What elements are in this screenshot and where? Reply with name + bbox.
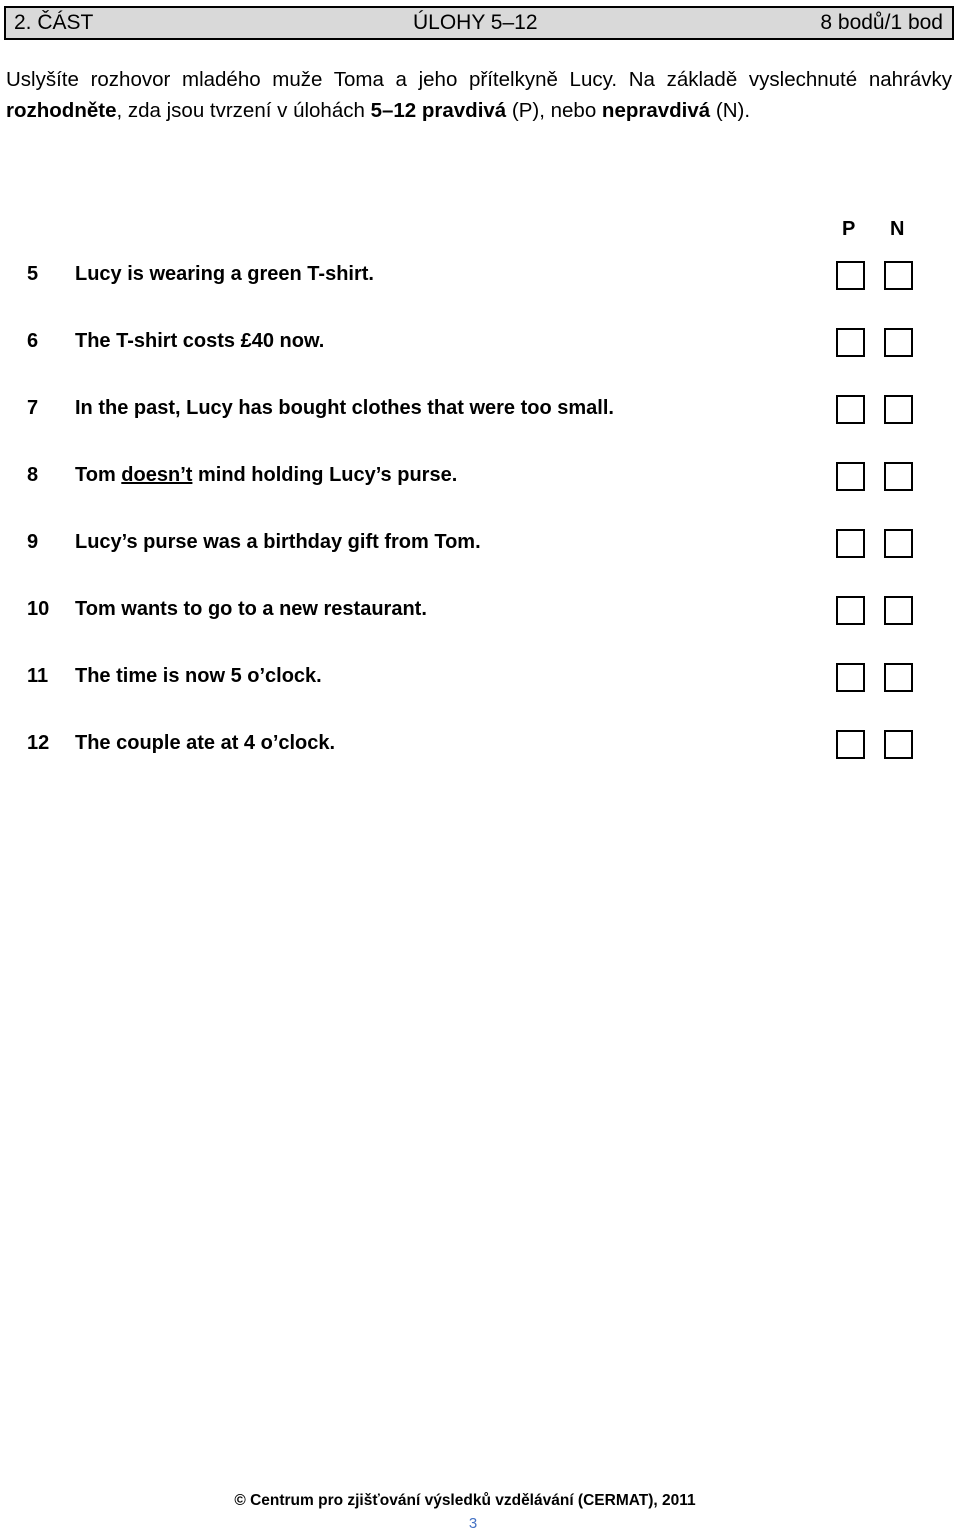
footer-copyright	[0, 1492, 960, 1510]
question-text: The T-shirt costs £40 now.	[75, 330, 325, 352]
question-text: In the past, Lucy has bought clothes that were too small.	[75, 397, 614, 419]
question-text: Lucy’s purse was a birthday gift from Tom.	[75, 531, 481, 553]
column-header-n: N	[890, 218, 905, 240]
copyright-text: © Centrum pro zjišťování výsledků vzdělávání (CERMAT), 2011	[234, 1492, 696, 1509]
answer-checkbox-p[interactable]	[836, 663, 865, 692]
question-row-6	[0, 328, 960, 364]
answer-checkbox-n[interactable]	[884, 663, 913, 692]
question-text-underlined: doesn’t	[121, 464, 193, 486]
question-row-12	[0, 730, 960, 766]
answer-checkbox-n[interactable]	[884, 730, 913, 759]
question-number: 5	[27, 263, 39, 285]
section-header	[4, 6, 954, 40]
instructions-text: (P), nebo	[506, 99, 602, 122]
question-text: Tom wants to go to a new restaurant.	[75, 598, 427, 620]
question-number: 6	[27, 330, 39, 352]
points-label: 8 bodů/1 bod	[820, 11, 943, 34]
question-number: 9	[27, 531, 39, 553]
answer-checkbox-p[interactable]	[836, 730, 865, 759]
tasks-label: ÚLOHY 5–12	[413, 11, 538, 34]
instructions-bold-false: nepravdivá	[601, 99, 711, 122]
question-text: Lucy is wearing a green T-shirt.	[75, 263, 374, 285]
question-row-10	[0, 596, 960, 632]
answer-checkbox-p[interactable]	[836, 328, 865, 357]
question-text: The couple ate at 4 o’clock.	[75, 732, 336, 754]
answer-checkbox-p[interactable]	[836, 529, 865, 558]
question-number: 11	[27, 665, 49, 687]
part-label: 2. ČÁST	[14, 11, 94, 34]
instructions-text: Uslyšíte rozhovor mladého muže Toma a jeho přítelkyně Lucy. Na základě vyslechnuté nahrávky	[6, 68, 952, 91]
page-number-text: 3	[468, 1515, 478, 1532]
answer-checkbox-p[interactable]	[836, 261, 865, 290]
answer-checkbox-p[interactable]	[836, 462, 865, 491]
instructions-text: (N).	[710, 99, 751, 122]
question-number: 8	[27, 464, 39, 486]
question-number: 12	[27, 732, 50, 754]
answer-checkbox-n[interactable]	[884, 395, 913, 424]
question-text-part: Tom	[75, 464, 122, 486]
question-row-8	[0, 462, 960, 498]
instructions-bold-decide: rozhodněte	[6, 99, 117, 122]
question-text: The time is now 5 o’clock.	[75, 665, 322, 687]
page-number	[0, 1515, 960, 1532]
question-number: 10	[27, 598, 50, 620]
question-row-7	[0, 395, 960, 431]
instructions	[6, 64, 952, 126]
answer-checkbox-n[interactable]	[884, 596, 913, 625]
question-row-5	[0, 261, 960, 297]
column-header-p: P	[842, 218, 856, 240]
answer-checkbox-n[interactable]	[884, 462, 913, 491]
instructions-bold-true: 5–12 pravdivá	[370, 99, 507, 122]
question-row-11	[0, 663, 960, 699]
question-row-9	[0, 529, 960, 565]
instructions-text: , zda jsou tvrzení v úlohách	[116, 99, 371, 122]
question-text	[75, 462, 457, 488]
answer-checkbox-n[interactable]	[884, 328, 913, 357]
question-number: 7	[27, 397, 39, 419]
answer-checkbox-n[interactable]	[884, 261, 913, 290]
answer-checkbox-p[interactable]	[836, 596, 865, 625]
question-text-part: mind holding Lucy’s purse.	[192, 464, 458, 486]
answer-checkbox-p[interactable]	[836, 395, 865, 424]
answer-checkbox-n[interactable]	[884, 529, 913, 558]
